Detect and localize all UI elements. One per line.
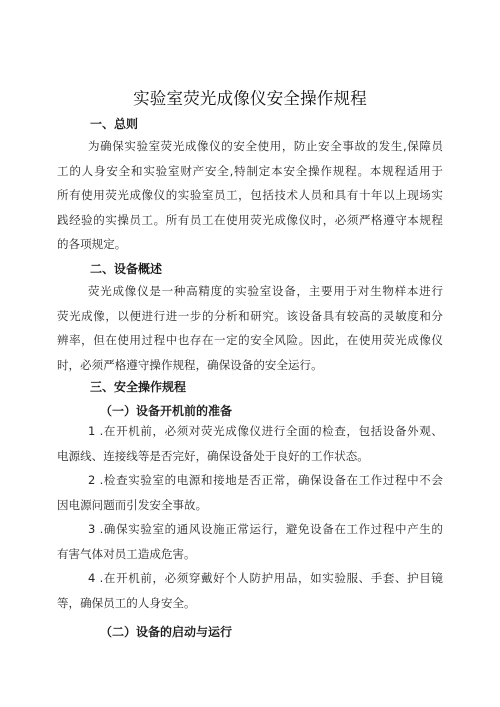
- procedure-item-4: [57, 566, 443, 615]
- paragraph-line: 辨率，但在使用过程中也存在一定的安全风险。因此，在使用荧光成像仪: [57, 333, 443, 347]
- paragraph-line: 为确保实验室荧光成像仪的安全使用，防止安全事故的发生,保障员: [88, 139, 443, 153]
- paragraph-line: 4 .在开机前，必须穿戴好个人防护用品，如实验服、手套、护目镜: [88, 571, 443, 585]
- paragraph-line: 所有使用荧光成像仪的实验室员工，包括技术人员和具有十年以上现场实: [57, 188, 443, 202]
- paragraph-line: 有害气体对员工造成危害。: [57, 546, 196, 561]
- paragraph-line: 的各项规定。: [57, 237, 127, 251]
- section-heading-overview: 二、设备概述: [90, 262, 163, 276]
- paragraph-line: 电源线、连接线等是否完好，确保设备处于良好的工作状态。: [57, 448, 369, 463]
- paragraph-line: 1 .在开机前，必须对荧光成像仪进行全面的检查，包括设备外观、: [88, 424, 443, 438]
- section-heading-procedures: 三、安全操作规程: [90, 380, 187, 394]
- paragraph-line: 荧光成像，以便进行进一步的分析和研究。该设备具有较高的灵敏度和分: [57, 308, 443, 323]
- paragraph-line: 工的人身安全和实验室财产安全,特制定本安全操作规程。本规程适用于: [57, 163, 443, 178]
- section-general-paragraph: [57, 134, 443, 257]
- paragraph-line: 3 .确保实验室的通风设施正常运行，避免设备在工作过程中产生的: [88, 522, 443, 536]
- subsection-heading-startup: （二）设备的启动与运行: [100, 625, 233, 639]
- procedure-item-3: [57, 517, 443, 566]
- paragraph-line: 等，确保员工的人身安全。: [57, 595, 196, 610]
- paragraph-line: 2 .检查实验室的电源和接地是否正常，确保设备在工作过程中不会: [88, 473, 443, 487]
- section-heading-general: 一、总则: [90, 117, 139, 131]
- procedure-item-1: [57, 419, 443, 468]
- paragraph-line: 因电源问题而引发安全事故。: [57, 497, 208, 512]
- document-title: 实验室荧光成像仪安全操作规程: [133, 89, 367, 108]
- section-overview-paragraph: [57, 279, 443, 377]
- procedure-item-2: [57, 468, 443, 517]
- paragraph-line: 践经验的实操员工。所有员工在使用荧光成像仪时，必须严格遵守本规程: [57, 212, 443, 227]
- subsection-heading-preparation: （一）设备开机前的准备: [100, 404, 233, 418]
- paragraph-line: 荧光成像仪是一种高精度的实验室设备，主要用于对生物样本进行: [88, 284, 443, 298]
- paragraph-line: 时，必须严格遵守操作规程，确保设备的安全运行。: [57, 357, 323, 372]
